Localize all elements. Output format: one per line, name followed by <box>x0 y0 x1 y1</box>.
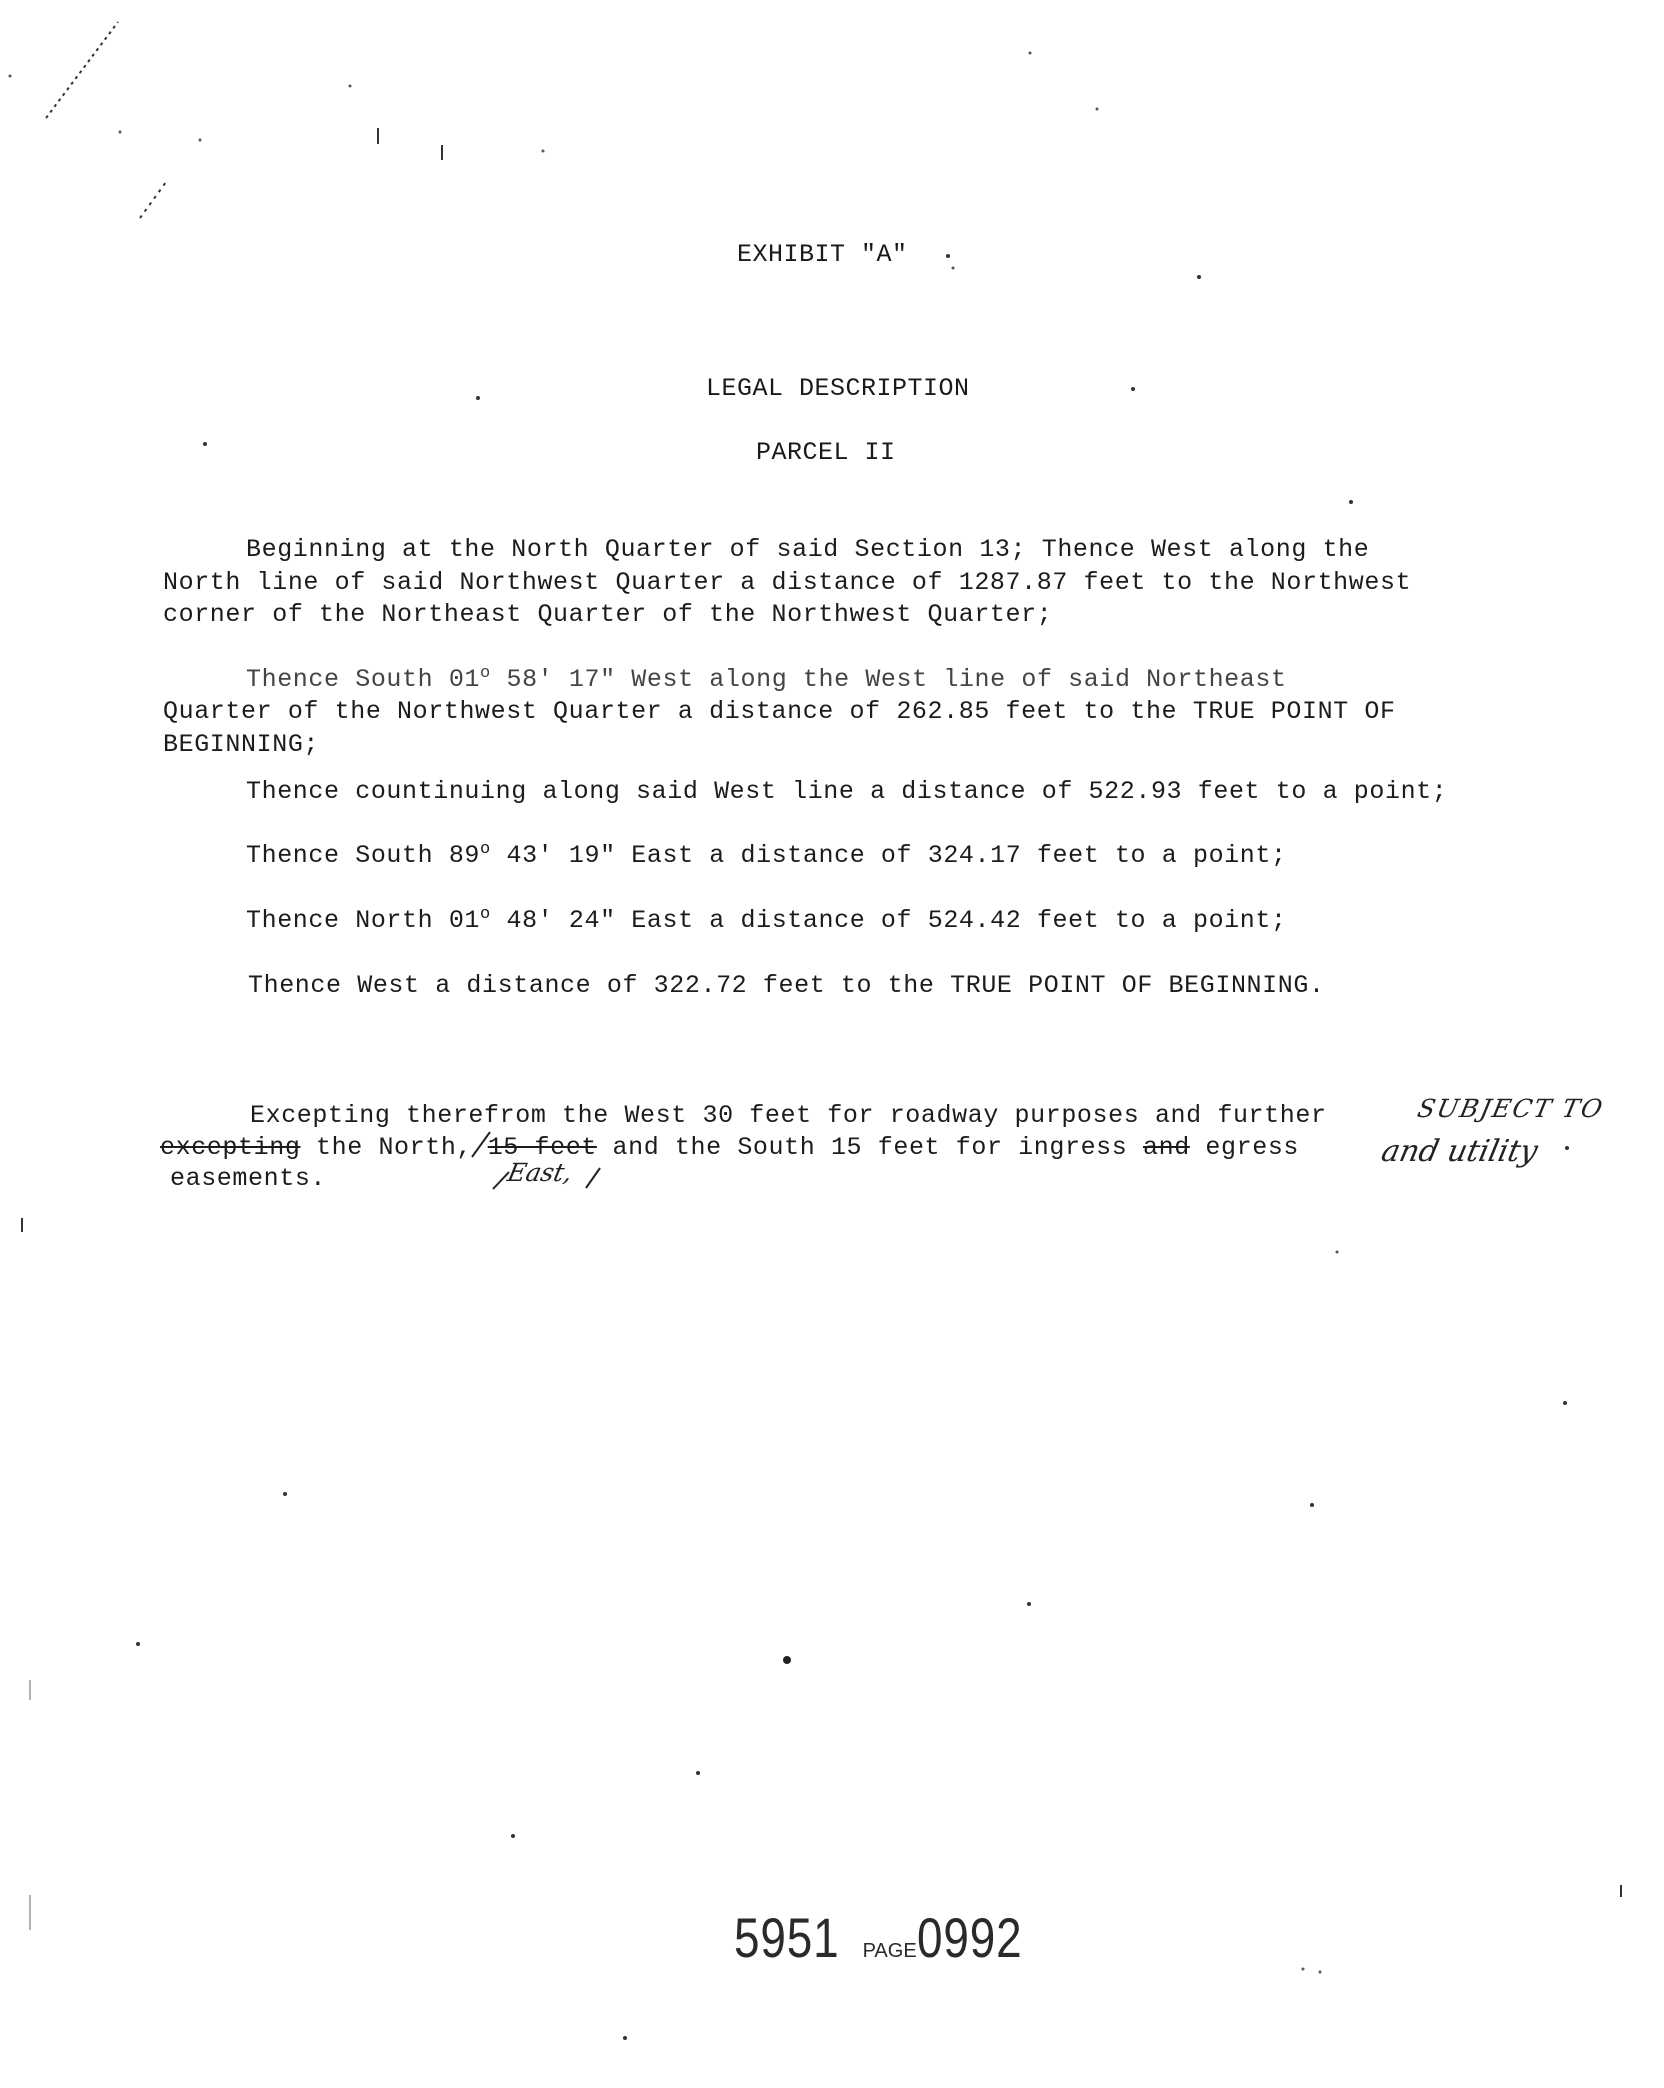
course-line-4: Thence West a distance of 322.72 feet to the TRUE POINT OF BEGINNING. <box>248 971 1325 1000</box>
handwritten-and-utility: and utility <box>1378 1134 1541 1169</box>
page-word: PAGE <box>862 1940 917 1962</box>
para2-line2: Quarter of the Northwest Quarter a distance of 262.85 feet to the TRUE POINT OF <box>163 697 1396 726</box>
book-number: 5951 <box>734 1906 840 1969</box>
page-number: 0992 <box>916 1906 1023 1969</box>
exhibit-title: EXHIBIT "A" <box>737 240 908 269</box>
degree-symbol: o <box>480 905 491 924</box>
struck-15-feet: 15 feet <box>487 1133 597 1162</box>
course-2-start: Thence South 89 <box>246 841 481 870</box>
para2-line3: BEGINNING; <box>163 730 320 759</box>
struck-and: and <box>1143 1133 1190 1162</box>
parcel-heading: PARCEL II <box>756 438 896 467</box>
para1-line3: corner of the Northeast Quarter of the Northwest Quarter; <box>163 600 1053 629</box>
legal-description-heading: LEGAL DESCRIPTION <box>706 374 970 403</box>
para1-line2: North line of said Northwest Quarter a distance of 1287.87 feet to the Northwest <box>163 568 1412 597</box>
excepting-line2-c: egress <box>1189 1133 1300 1162</box>
course-line-1: Thence countinuing along said West line a distance of 522.93 feet to a point; <box>246 777 1448 806</box>
course-3-end: 48' 24" East a distance of 524.42 feet to a point; <box>490 906 1287 935</box>
excepting-line3: easements. <box>170 1164 327 1193</box>
course-3-start: Thence North 01 <box>246 906 481 935</box>
course-2-end: 43' 19" East a distance of 324.17 feet to a point; <box>490 841 1287 870</box>
handwritten-subject-to: SUBJECT TO <box>1414 1094 1607 1123</box>
excepting-line2-a: the North, <box>300 1133 473 1162</box>
excepting-line1: Excepting therefrom the West 30 feet for roadway purposes and further <box>250 1101 1327 1130</box>
book-page-stamp <box>734 1905 1045 1970</box>
excepting-line2-b: and the South 15 feet for ingress <box>596 1133 1143 1162</box>
handwritten-east: East, <box>504 1158 576 1187</box>
degree-symbol: o <box>480 840 491 859</box>
para1-line1: Beginning at the North Quarter of said Section 13; Thence West along the <box>246 535 1370 564</box>
degree-symbol: o <box>480 664 491 683</box>
struck-excepting: excepting <box>160 1133 301 1162</box>
para2-line1-end: 58' 17" West along the West line of said Northeast <box>490 665 1287 694</box>
para2-line1-start: Thence South 01 <box>246 665 481 694</box>
